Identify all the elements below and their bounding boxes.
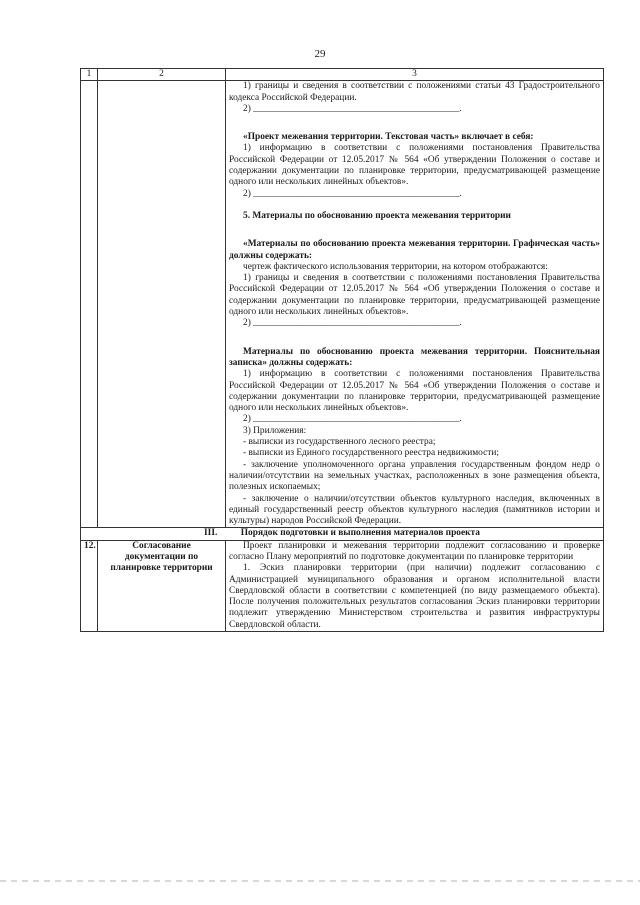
section-title: Порядок подготовки и выполнения материалов проекта <box>240 528 480 539</box>
paragraph: 3) Приложения: <box>243 425 307 436</box>
list-item: - выписки из Единого государственного реестра недвижимости; <box>243 448 499 459</box>
section-heading: 5. Материалы по обоснованию проекта межевания территории <box>243 210 511 221</box>
paragraph: 2) ____________________________________________. <box>243 318 462 329</box>
row-title: Согласование документации по планировке территории <box>98 540 226 631</box>
paragraph: 1. Эскиз планировки территории (при наличии) подлежит согласованию с Администрацией муниципального образования и органом исполнительной власти Свердловской области в соответствии с компетенцией (по виду размещаемого объекта). После получения положительных результатов согласования Эскиз планировки территории подлежит утверждению Министерством строительства и развития инфраструктуры Свердловской области. <box>229 563 600 630</box>
paragraph: Проект планировки и межевания территории подлежит согласованию и проверке согласно Плану мероприятий по подготовке документации по планировке территории <box>229 540 600 562</box>
paragraph: 1) границы и сведения в соответствии с положениями постановления Правительства Российской Федерации от 12.05.2017 № 564 «Об утверждении Положения о составе и содержании документации по планировке территории, предусматривающей размещение одного или нескольких линейных объектов». <box>229 273 600 318</box>
subheading: Материалы по обоснованию проекта межевания территории. Пояснительная записка» должны содержать: <box>229 346 600 368</box>
table-row <box>81 540 604 631</box>
table-row-continuation <box>81 81 604 528</box>
paragraph: 2) ____________________________________________. <box>243 103 462 114</box>
table-header-row <box>81 69 604 81</box>
section-number: III. <box>204 528 218 539</box>
paragraph: 1) информацию в соответствии с положениями постановления Правительства Российской Федерации от 12.05.2017 № 564 «Об утверждении Положения о составе и содержании документации по планировке территории, предусматривающей размещение одного или нескольких линейных объектов». <box>229 369 600 414</box>
list-item: - выписки из государственного лесного реестра; <box>243 437 436 448</box>
paragraph: 2) ____________________________________________. <box>243 188 462 199</box>
header-col-1: 1 <box>81 69 98 81</box>
paragraph: 2) ____________________________________________. <box>243 414 462 425</box>
subheading: «Материалы по обоснованию проекта межевания территории. Графическая часть» должны содержать: <box>229 239 600 261</box>
paragraph: чертеж фактического использования территории, на котором отображаются: <box>243 261 548 272</box>
content-cell <box>226 81 604 528</box>
requirements-table <box>80 68 604 632</box>
paragraph: 1) границы и сведения в соответствии с положениями статьи 43 Градостроительного кодекса Российской Федерации. <box>229 81 600 103</box>
header-col-2: 2 <box>98 69 226 81</box>
scan-artifact <box>0 880 640 882</box>
subheading: «Проект межевания территории. Текстовая часть» включает в себя: <box>243 132 534 143</box>
page-number: 29 <box>314 48 326 60</box>
row-number: 12. <box>81 540 98 631</box>
list-item: - заключение уполномоченного органа управления государственным фондом недр о наличии/отсутствии на земельных участках, расположенных в зоне размещения объекта, полезных ископаемых; <box>229 459 600 493</box>
content-cell <box>226 540 604 631</box>
header-col-3: 3 <box>226 69 604 81</box>
section-row <box>81 528 604 540</box>
paragraph: 1) информацию в соответствии с положениями постановления Правительства Российской Федерации от 12.05.2017 № 564 «Об утверждении Положения о составе и содержании документации по планировке территории, предусматривающей размещение одного или нескольких линейных объектов». <box>229 143 600 188</box>
list-item: - заключение о наличии/отсутствии объектов культурного наследия, включенных в единый государственный реестр объектов культурного наследия (памятников истории и культуры) народов Российской Федерации. <box>229 493 600 527</box>
